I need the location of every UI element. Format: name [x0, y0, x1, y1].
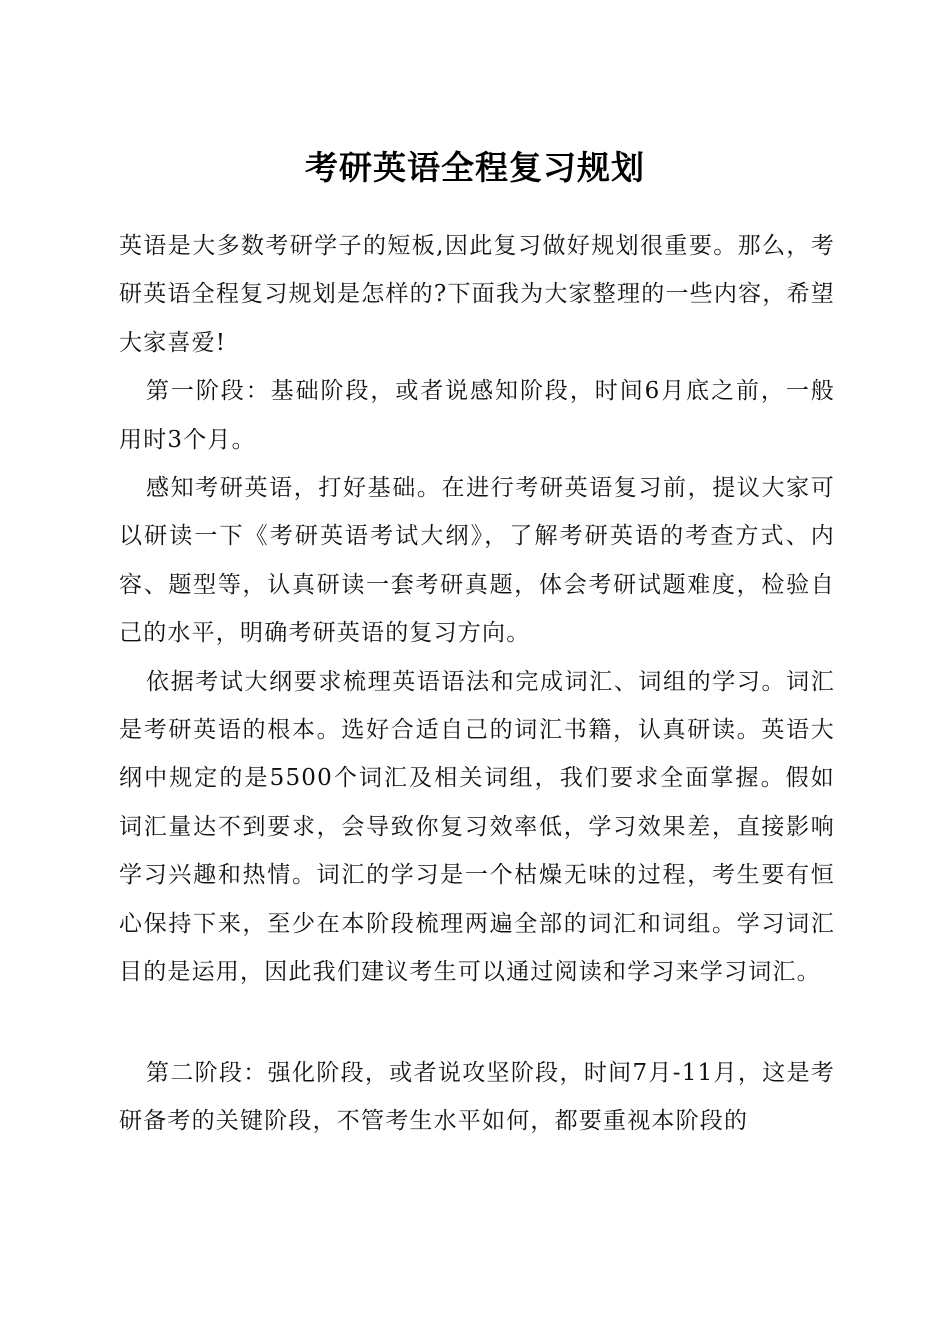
paragraph-stage-one-vocabulary: 依据考试大纲要求梳理英语语法和完成词汇、词组的学习。词汇是考研英语的根本。选好合适自己的词汇书籍，认真研读。英语大纲中规定的是5500个词汇及相关词组，我们要求全面掌握。假如词汇量达不到要求，会导致你复习效率低，学习效果差，直接影响学习兴趣和热情。词汇的学习是一个枯燥无味的过程，考生要有恒心保持下来，至少在本阶段梳理两遍全部的词汇和词组。学习词汇目的是运用，因此我们建议考生可以通过阅读和学习来学习词汇。: [119, 668, 835, 986]
document-body: [119, 222, 835, 1145]
paragraph-spacer: [119, 997, 835, 1049]
paragraph-intro: 英语是大多数考研学子的短板,因此复习做好规划很重要。那么，考研英语全程复习规划是怎样的?下面我为大家整理的一些内容，希望大家喜爱!: [119, 233, 835, 356]
paragraph-stage-one-perception: 感知考研英语，打好基础。在进行考研英语复习前，提议大家可以研读一下《考研英语考试大纲》，了解考研英语的考查方式、内容、题型等，认真研读一套考研真题，体会考研试题难度，检验自己的水平，明确考研英语的复习方向。: [119, 475, 835, 647]
paragraph-stage-two-heading: 第二阶段：强化阶段，或者说攻坚阶段，时间7月-11月，这是考研备考的关键阶段，不管考生水平如何，都要重视本阶段的: [119, 1059, 835, 1134]
document-title: 考研英语全程复习规划: [305, 148, 645, 187]
paragraph-stage-one-heading: 第一阶段：基础阶段，或者说感知阶段，时间6月底之前，一般用时3个月。: [119, 378, 835, 453]
